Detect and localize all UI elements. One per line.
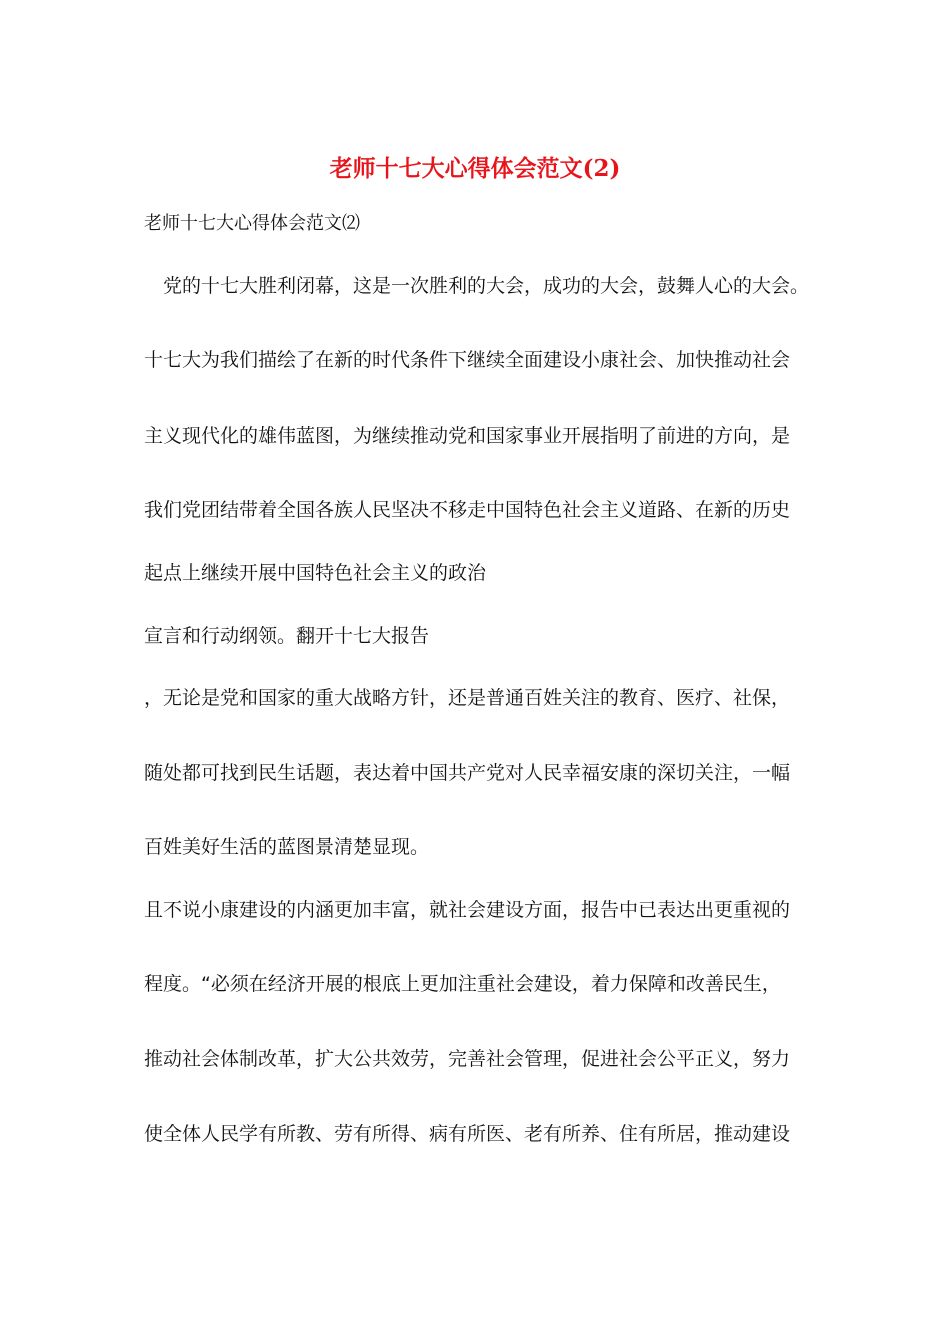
body-line-1: 党的十七大胜利闭幕，这是一次胜利的大会，成功的大会，鼓舞人心的大会。 xyxy=(144,275,810,297)
body-line-11: 程度。“必须在经济开展的根底上更加注重社会建设，着力保障和改善民生， xyxy=(144,973,781,995)
body-line-9: 百姓美好生活的蓝图景清楚显现。 xyxy=(144,836,430,858)
body-line-6: 宣言和行动纲领。翻开十七大报告 xyxy=(144,625,430,647)
document-title: 老师十七大心得体会范文(2) xyxy=(329,155,621,182)
body-line-13: 使全体人民学有所教、劳有所得、病有所医、老有所养、住有所居，推动建设 xyxy=(144,1123,791,1145)
body-line-12: 推动社会体制改革，扩大公共效劳，完善社会管理，促进社会公平正义，努力 xyxy=(144,1048,791,1070)
body-line-3: 主义现代化的雄伟蓝图，为继续推动党和国家事业开展指明了前进的方向，是 xyxy=(144,425,791,447)
document-subtitle: 老师十七大心得体会范文⑵ xyxy=(144,213,360,234)
body-line-8: 随处都可找到民生话题，表达着中国共产党对人民幸福安康的深切关注，一幅 xyxy=(144,762,791,784)
body-line-2: 十七大为我们描绘了在新的时代条件下继续全面建设小康社会、加快推动社会 xyxy=(144,349,791,371)
body-line-5: 起点上继续开展中国特色社会主义的政治 xyxy=(144,562,487,584)
body-line-4: 我们党团结带着全国各族人民坚决不移走中国特色社会主义道路、在新的历史 xyxy=(144,499,791,521)
body-line-10: 且不说小康建设的内涵更加丰富，就社会建设方面，报告中已表达出更重视的 xyxy=(144,899,791,921)
body-line-7: ，无论是党和国家的重大战略方针，还是普通百姓关注的教育、医疗、社保， xyxy=(144,687,791,709)
